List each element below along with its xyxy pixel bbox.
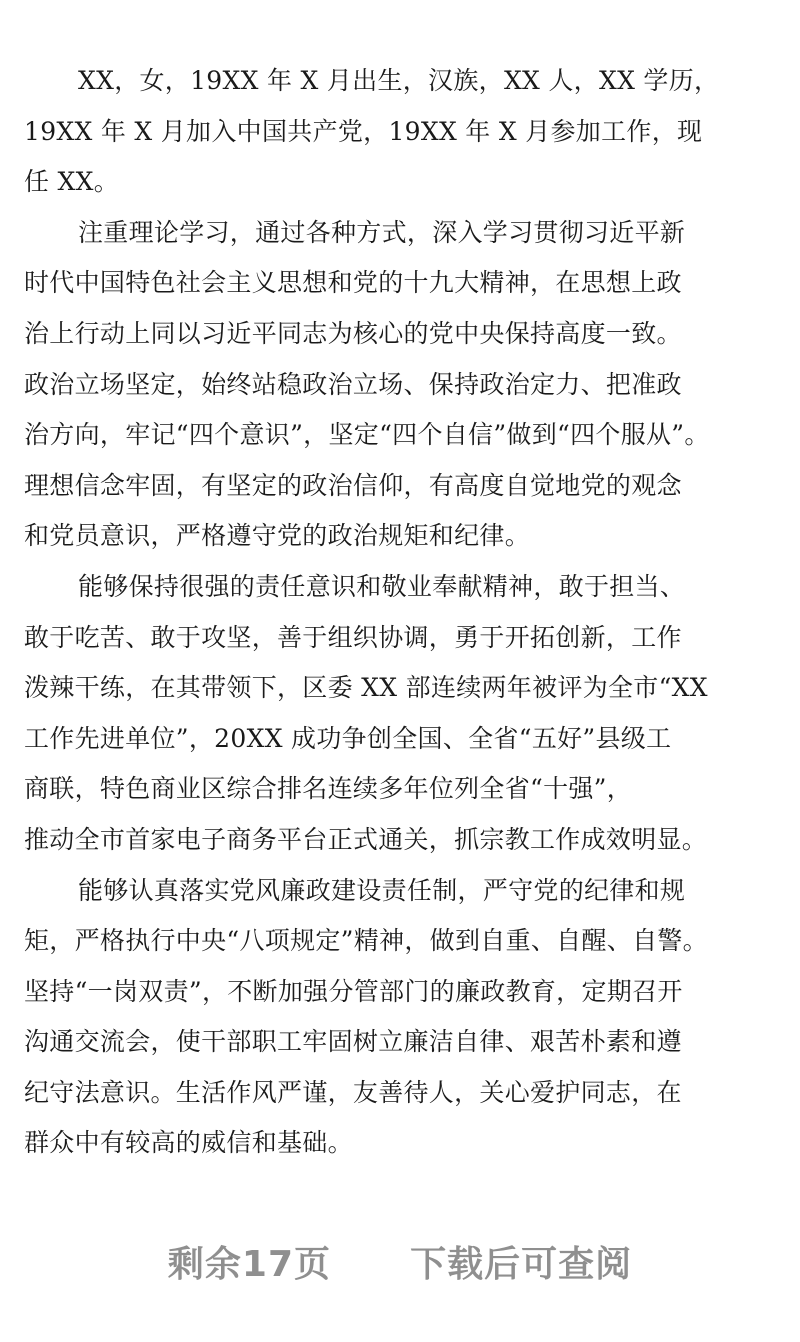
paragraph-line: XX，女，19XX 年 X 月出生，汉族，XX 人，XX 学历， xyxy=(78,66,720,95)
paragraph-integrity xyxy=(24,866,776,1170)
paragraph-line: 能够保持很强的责任意识和敬业奉献精神，敢于担当、 xyxy=(78,571,686,601)
paragraph-line: 治上行动上同以习近平同志为核心的党中央保持高度一致。 xyxy=(24,318,682,348)
paragraph-line: 坚持“一岗双责”，不断加强分管部门的廉政教育，定期召开 xyxy=(24,976,683,1006)
paragraph-line: 推动全市首家电子商务平台正式通关，抓宗教工作成效明显。 xyxy=(24,824,708,854)
paragraph-line: 理想信念牢固，有坚定的政治信仰，有高度自觉地党的观念 xyxy=(24,470,682,500)
paragraph-line: 和党员意识，严格遵守党的政治规矩和纪律。 xyxy=(24,521,531,551)
paragraph-line: 19XX 年 X 月加入中国共产党，19XX 年 X 月参加工作，现 xyxy=(24,116,703,146)
download-banner[interactable] xyxy=(0,1236,800,1287)
paragraph-line: 敢于吃苦、敢于攻坚，善于组织协调，勇于开拓创新，工作 xyxy=(24,622,682,652)
paragraph-line: 纪守法意识。生活作风严谨，友善待人，关心爱护同志，在 xyxy=(24,1077,682,1107)
paragraph-line: 沟通交流会，使干部职工牢固树立廉洁自律、艰苦朴素和遵 xyxy=(24,1027,682,1057)
paragraph-line: 注重理论学习，通过各种方式，深入学习贯彻习近平新 xyxy=(78,217,686,247)
paragraph-theory-study xyxy=(24,208,776,562)
paragraph-line: 任 XX。 xyxy=(24,167,120,197)
paragraph-line: 时代中国特色社会主义思想和党的十九大精神，在思想上政 xyxy=(24,268,682,298)
paragraph-line: 能够认真落实党风廉政建设责任制，严守党的纪律和规 xyxy=(78,875,686,905)
paragraph-line: 工作先进单位”，20XX 成功争创全国、全省“五好”县级工 xyxy=(24,723,672,753)
remaining-pages-text: 剩余17页 xyxy=(167,1244,331,1285)
document-body xyxy=(24,56,776,1169)
paragraph-responsibility xyxy=(24,562,776,866)
paragraph-line: 泼辣干练，在其带领下，区委 XX 部连续两年被评为全市“XX xyxy=(24,673,708,703)
paragraph-line: 商联，特色商业区综合排名连续多年位列全省“十强”， xyxy=(24,774,633,804)
paragraph-line: 矩，严格执行中央“八项规定”精神，做到自重、自醒、自警。 xyxy=(24,926,708,956)
paragraph-line: 政治立场坚定，始终站稳政治立场、保持政治定力、把准政 xyxy=(24,369,682,399)
paragraph-line: 群众中有较高的威信和基础。 xyxy=(24,1128,353,1158)
download-prompt-text[interactable]: 下载后可查阅 xyxy=(410,1244,633,1285)
paragraph-profile xyxy=(24,56,776,208)
paragraph-line: 治方向，牢记“四个意识”，坚定“四个自信”做到“四个服从”。 xyxy=(24,420,710,450)
